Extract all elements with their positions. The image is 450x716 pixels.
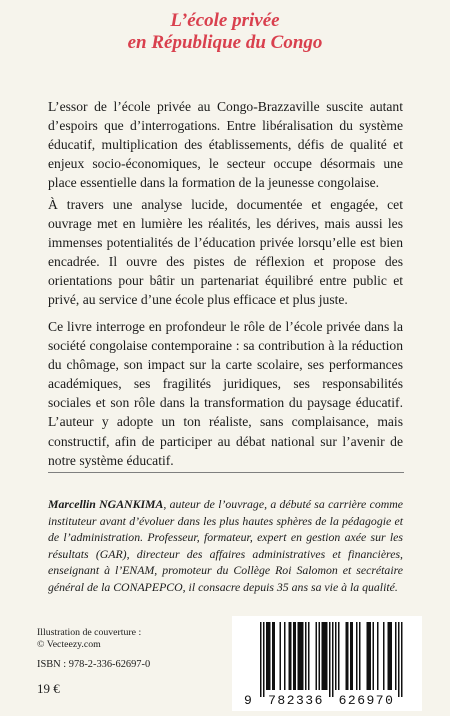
title-line-2: en République du Congo: [127, 32, 323, 53]
barcode-bar: [370, 622, 372, 690]
barcode-bar: [268, 622, 270, 690]
cover-credit-label: Illustration de couverture :: [37, 627, 142, 638]
barcode-bar: [290, 622, 292, 690]
barcode-right-digits: 626970: [338, 693, 395, 708]
barcode-bar: [398, 622, 400, 697]
barcode-bar: [391, 622, 393, 690]
barcode-bar: [368, 622, 370, 690]
barcode-bar: [274, 622, 276, 690]
divider: [48, 472, 404, 473]
barcode-bar: [332, 622, 334, 697]
barcode-bar: [329, 622, 331, 697]
barcode-bar: [289, 622, 291, 690]
cover-credit: [37, 627, 141, 651]
barcode-bar: [293, 622, 295, 690]
isbn: ISBN : 978-2-336-62697-0: [37, 659, 151, 670]
barcode-bar: [373, 622, 375, 690]
barcode-bar: [367, 622, 369, 690]
barcode-bar: [388, 622, 390, 690]
barcode-bar: [295, 622, 297, 690]
barcode-graphic: [232, 616, 422, 711]
barcode-bar: [272, 622, 274, 690]
barcode-bar: [347, 622, 349, 690]
barcode-bar: [305, 622, 307, 690]
barcode-bar: [350, 622, 352, 690]
barcode: [232, 616, 422, 711]
barcode-bar: [322, 622, 324, 690]
barcode-bar: [280, 622, 282, 690]
barcode-bar: [346, 622, 348, 690]
barcode-bar: [323, 622, 325, 690]
barcode-bar: [298, 622, 300, 690]
barcode-bars: [260, 622, 403, 697]
book-title: [0, 10, 450, 54]
barcode-bar: [266, 622, 268, 690]
blurb-paragraph-1: L’essor de l’école privée au Congo-Brazzaville suscite autant d’espoirs que d’interrogations. Entre libéralisation du système éducatif, multiplication des établissements, défis de qualité et enjeux socio-économiques, le secteur occupe désormais une place essentielle dans la formation de la jeunesse congolaise.: [48, 99, 403, 191]
barcode-bar: [263, 622, 265, 697]
barcode-bar: [284, 622, 286, 690]
blurb-paragraph-3: Ce livre interroge en profondeur le rôle de l’école privée dans la société congolaise contemporaine : sa contribution à la réduction du chômage, son impact sur la carte scolaire, ses performances académiques, ses fragilités juridiques, ses responsabilités sociales et son rôle dans la transformation du paysage éducatif. L’auteur y adopte un ton réaliste, sans complaisance, mais constructif, afin de participer au débat national sur l’avenir de notre système éducatif.: [48, 319, 403, 468]
barcode-bar: [299, 622, 301, 690]
barcode-bar: [352, 622, 354, 690]
barcode-bar: [359, 622, 361, 690]
barcode-bar: [269, 622, 271, 690]
price: 19 €: [37, 681, 60, 696]
barcode-bar: [389, 622, 391, 690]
cover-credit-source: © Vecteezy.com: [37, 639, 101, 650]
barcode-bar: [301, 622, 303, 690]
barcode-left-digits: 782336: [268, 693, 324, 708]
barcode-bar: [383, 622, 385, 690]
author-name: Marcellin NGANKIMA: [48, 497, 164, 511]
barcode-bar: [325, 622, 327, 690]
author-bio-text: , auteur de l’ouvrage, a débuté sa carrière comme instituteur avant d’évoluer dans les plus hautes sphères de la pédagogie et de l’administration. Professeur, formateur, expert en gestion axée sur les résultats (GAR), directeur des affaires administratives et financières, enseignant à l’ENAM, promoteur du Collège Roi Salomon et secrétaire général de la CONAPEPCO, il consacre depuis 35 ans sa vie à la qualité.: [48, 497, 404, 594]
barcode-bar: [319, 622, 321, 690]
barcode-bar: [338, 622, 340, 690]
barcode-first-digit: 9: [244, 693, 252, 708]
barcode-bar: [377, 622, 379, 690]
barcode-bar: [260, 622, 262, 697]
barcode-bar: [308, 622, 310, 690]
barcode-bar: [326, 622, 328, 690]
barcode-bar: [335, 622, 337, 690]
blurb-paragraph-2: À travers une analyse lucide, documentée et engagée, cet ouvrage met en lumière les réalités, les dérives, mais aussi les immenses potentialités de l’éducation privée lorsqu’elle est bien encadrée. Il ouvre des pistes de réflexion et propose des orientations pour bâtir un partenariat équilibré entre public et privé, au service d’une école plus efficace et plus juste.: [48, 197, 403, 308]
barcode-bar: [356, 622, 358, 690]
barcode-bar: [395, 622, 397, 690]
barcode-bar: [316, 622, 318, 690]
author-bio: [48, 496, 403, 595]
barcode-bar: [302, 622, 304, 690]
barcode-bar: [401, 622, 403, 697]
title-line-1: L’école privée: [170, 10, 280, 31]
